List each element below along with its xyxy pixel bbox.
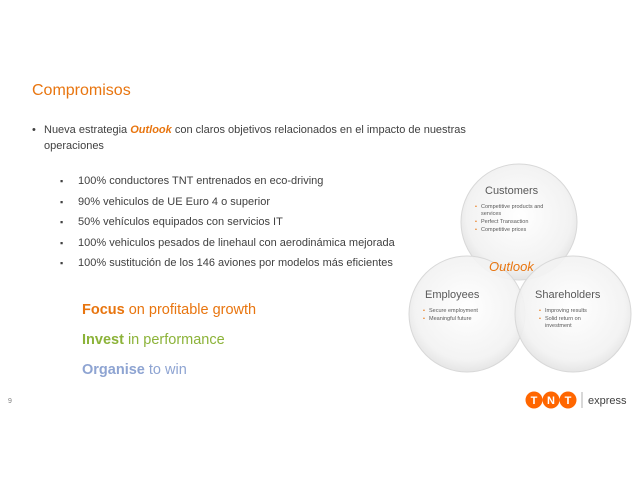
intro-text [32,122,522,154]
customers-item: • [475,227,477,233]
motto-bold: Focus [82,302,125,318]
tnt-express-logo [524,390,634,410]
logo-letter: N [547,395,555,407]
goal-text: 90% vehiculos de UE Euro 4 o superior [78,195,270,208]
employees-item: • [423,316,425,322]
slide-number: 9 [8,398,12,405]
motto-focus [82,302,256,318]
slide-title: Compromisos [32,82,131,99]
goal-text: 100% conductores TNT entrenados en eco-driving [78,175,324,187]
intro-paragraph [32,122,522,154]
motto-organise [82,362,187,378]
intro-before: Nueva estrategia [44,124,131,136]
motto-rest: in performance [123,332,225,348]
motto-invest [82,332,225,348]
customers-item: • [475,204,477,210]
goal-text: 50% vehículos equipados con servicios IT [78,216,283,228]
goal-item: ▪ 100% vehiculos pesados de linehaul con aerodinámica mejorada [60,236,395,249]
employees-item-text: Secure employment [429,308,478,314]
customers-item-text: Perfect Transaction [481,219,529,225]
customers-title: Customers [485,185,539,197]
customers-item-text: Competitive prices [481,227,527,233]
goal-item: ▪ 90% vehiculos de UE Euro 4 o superior [60,195,270,208]
motto-bold: Invest [82,332,124,348]
goal-item: ▪ 100% conductores TNT entrenados en eco-driving [60,175,324,187]
outlook-venn-diagram [405,160,637,382]
employees-title: Employees [425,289,480,301]
customers-item: • [475,219,477,225]
outlook-highlight: Outlook [130,124,172,136]
motto-rest: on profitable growth [124,302,257,318]
motto-rest: to win [144,362,187,378]
motto-bold: Organise [82,362,145,378]
goal-item: ▪ 50% vehículos equipados con servicios IT [60,216,283,228]
customers-item-text: Competitive products and [481,204,544,210]
logo-word: express [588,395,627,407]
shareholders-item: • [539,316,541,322]
intro-after: con claros objetivos relacionados en el impacto de nuestras operaciones [44,124,466,152]
bullet: • [32,124,36,136]
goal-item: ▪ 100% sustitución de los 146 aviones por modelos más eficientes [60,257,393,269]
goal-text: 100% vehiculos pesados de linehaul con aerodinámica mejorada [78,236,395,249]
employees-item-text: Meaningful future [429,316,472,322]
customers-item-text: services [481,211,502,217]
outlook-center-label: Outlook [489,259,534,274]
shareholders-item: • [539,308,541,314]
shareholders-title: Shareholders [535,289,601,301]
employees-item: • [423,308,425,314]
shareholders-item-text: investment [545,323,572,329]
goal-text: 100% sustitución de los 146 aviones por modelos más eficientes [78,257,393,269]
logo-letter: T [564,395,572,407]
goals-list [60,174,395,277]
shareholders-item-text: Improving results [545,308,587,314]
logo-letter: T [530,395,538,407]
shareholders-item-text: Solid return on [545,316,581,322]
